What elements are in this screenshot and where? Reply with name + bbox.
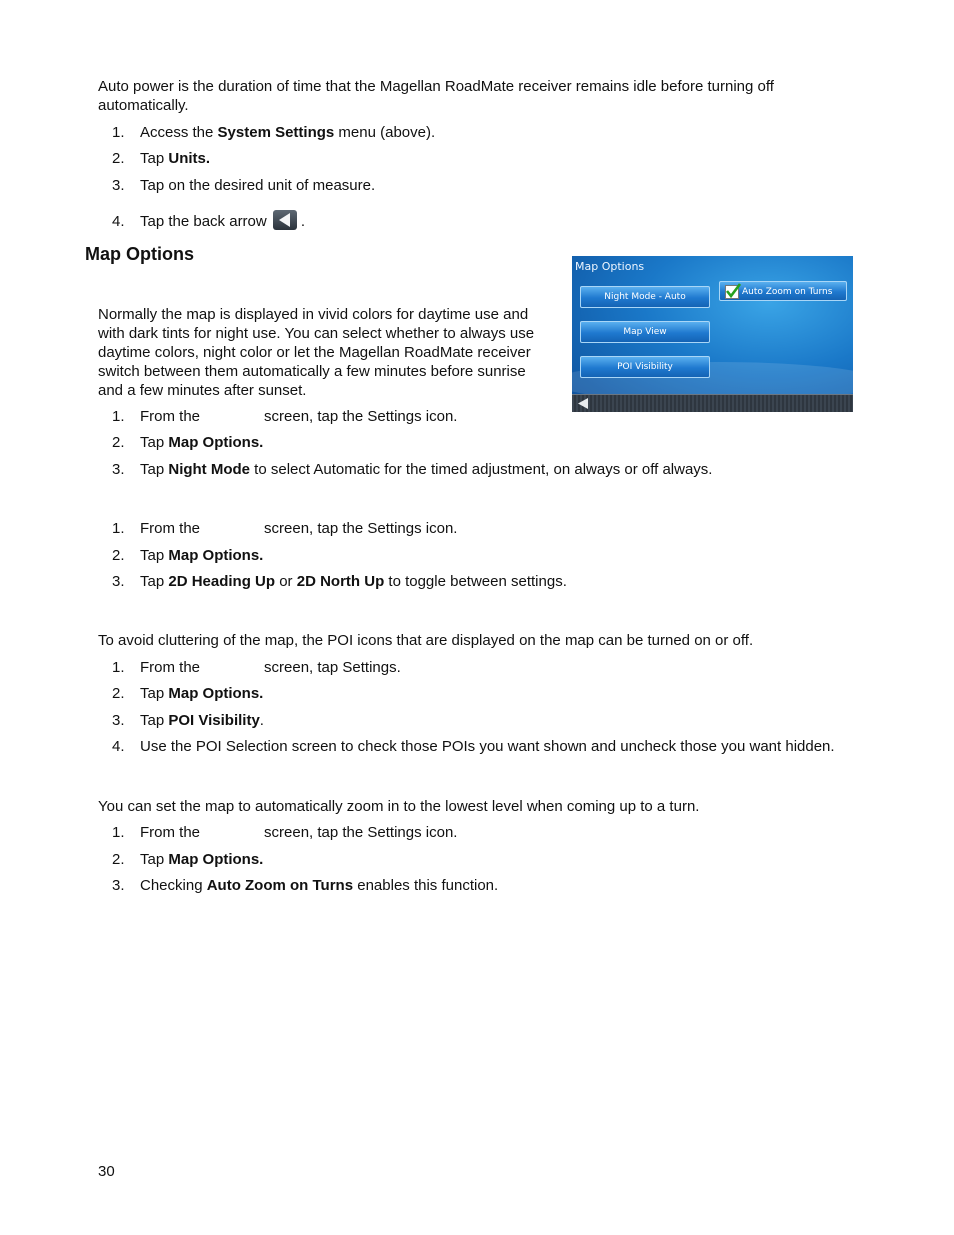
back-arrow-icon: [576, 397, 590, 410]
checkmark-icon: [725, 283, 741, 299]
list-item: 2. Tap Map Options.: [112, 547, 264, 564]
list-item: 2. Tap Map Options.: [112, 851, 264, 868]
list-item: 4. Tap the back arrow .: [112, 210, 305, 231]
list-item: 3. Checking Auto Zoom on Turns enables this function.: [112, 877, 499, 894]
list-item: 1. From the screen, tap the Settings icon.: [112, 408, 458, 425]
list-item: 1. From the screen, tap the Settings icon.: [112, 824, 458, 841]
intro-paragraph: Auto power is the duration of time that the Magellan RoadMate receiver remains idle before turning off automatically.: [98, 78, 774, 114]
list-item: 1. Access the System Settings menu (above).: [112, 124, 436, 141]
page-number: 30: [98, 1163, 115, 1180]
list-item: 1. From the screen, tap the Settings icon.: [112, 520, 458, 537]
list-item: 3. Tap 2D Heading Up or 2D North Up to toggle between settings.: [112, 573, 567, 590]
list-item: 2. Tap Map Options.: [112, 685, 264, 702]
list-item: 4. Use the POI Selection screen to check those POIs you want shown and uncheck those you want hidden.: [112, 738, 835, 755]
checkbox-box: [725, 285, 739, 299]
zoom-paragraph: You can set the map to automatically zoom in to the lowest level when coming up to a turn.: [98, 798, 700, 815]
map-options-screenshot: [572, 256, 853, 412]
list-item: 3. Tap on the desired unit of measure.: [112, 177, 376, 194]
list-item: 1. From the screen, tap Settings.: [112, 659, 401, 676]
list-item: 2. Tap Units.: [112, 150, 211, 167]
checkbox-label: Auto Zoom on Turns: [742, 287, 833, 297]
list-item: 3. Tap POI Visibility.: [112, 712, 264, 729]
section-title: Map Options: [85, 244, 194, 264]
auto-zoom-checkbox[interactable]: [719, 281, 847, 301]
night-mode-paragraph: Normally the map is displayed in vivid colors for daytime use and with dark tints for night use. You can select whether to always use daytime colors, night color or let the Magellan RoadMate receiver switch between them automatically a few minutes before sunrise and a few minutes after sunset.: [98, 306, 535, 399]
list-item: 2. Tap Map Options.: [112, 434, 264, 451]
screen-title: Map Options: [575, 260, 645, 273]
bottom-bar: [572, 394, 853, 412]
poi-visibility-button[interactable]: POI Visibility: [580, 356, 710, 378]
poi-paragraph: To avoid cluttering of the map, the POI icons that are displayed on the map can be turned on or off.: [98, 632, 754, 649]
back-arrow-icon: [273, 210, 297, 230]
list-item: 3. Tap Night Mode to select Automatic for the timed adjustment, on always or off always.: [112, 461, 713, 478]
map-view-button[interactable]: Map View: [580, 321, 710, 343]
night-mode-button[interactable]: Night Mode - Auto: [580, 286, 710, 308]
